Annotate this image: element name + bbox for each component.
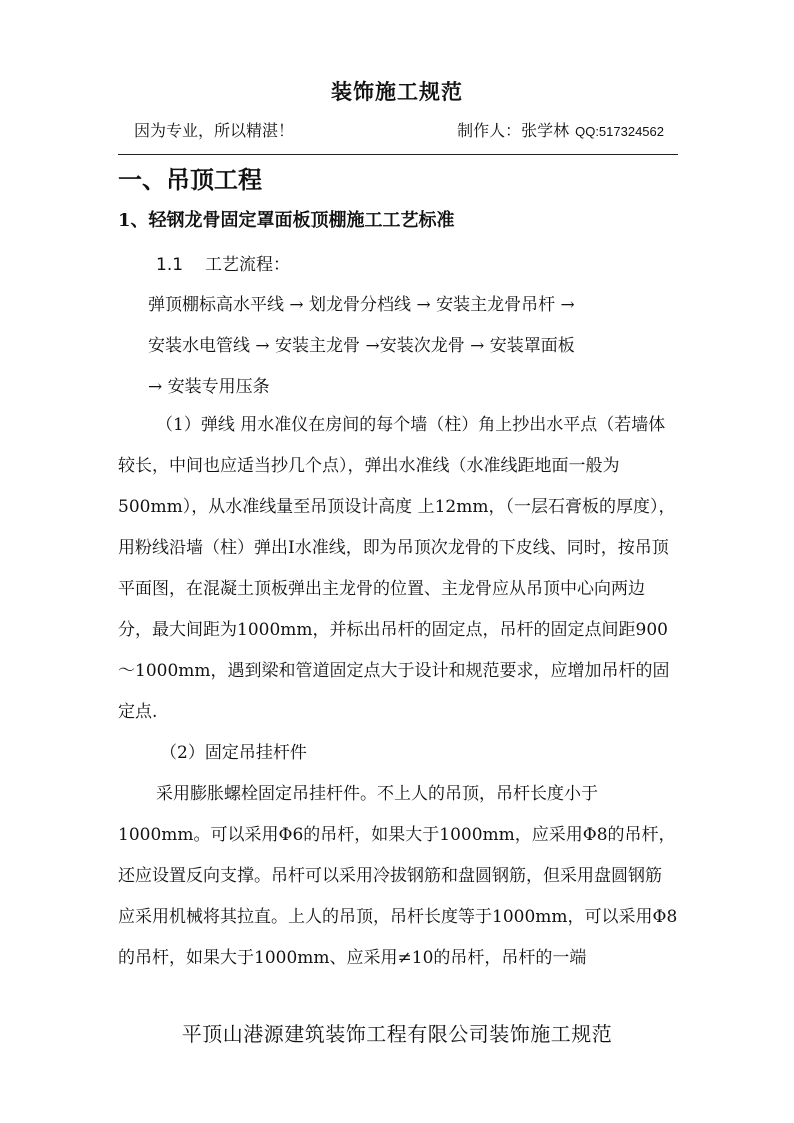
page-footer: 平顶山港源建筑装饰工程有限公司装饰施工规范 [181, 1022, 613, 1046]
header-author: 制作人：张学林 [457, 121, 570, 140]
process-flow-line-3: → 安装专用压条 [148, 377, 270, 397]
paragraph-fix-hangers-body: 采用膨胀螺栓固定吊挂杆件。不上人的吊顶，吊杆长度小于1000mm。可以采用Φ6的吊杆，如果大于1000mm，应采用Φ8的吊杆，还应设置反向支撑。吊杆可以采用冷拔钢筋和盘圆钢筋，但采用盘圆钢筋应采用机械将其拉直。上人的吊顶，吊杆长度等于1000mm，可以采用Φ8的吊杆，如果大于1000mm、应采用≠10的吊杆，吊杆的一端 [118, 784, 678, 968]
header-motto: 因为专业，所以精湛！ [134, 121, 295, 140]
section-heading: 1、轻钢龙骨固定罩面板顶棚施工工艺标准 [118, 210, 455, 231]
process-flow-line-1: 弹顶棚标高水平线 → 划龙骨分档线 → 安装主龙骨吊杆 → [148, 295, 575, 315]
chapter-heading: 一、吊顶工程 [118, 165, 262, 194]
subsection-label: 工艺流程： [205, 255, 291, 275]
document-header [118, 118, 678, 142]
paragraph-snap-line: （1）弹线 用水准仪在房间的每个墙（柱）角上抄出水平点（若墙体较长，中间也应适当抄几个点），弹出水准线（水准线距地面一般为500mm），从水准线量至吊顶设计高度 上12mm，（一层石膏板的厚度），用粉线沿墙（柱）弹出I水准线，即为吊顶次龙骨的下皮线、同时，按吊顶平面图，在混凝土顶板弹出主龙骨的位置、主龙骨应从吊顶中心向两边分，最大间距为1000mm，并标出吊杆的固定点，吊杆的固定点间距900～1000mm，遇到梁和管道固定点大于设计和规范要求，应增加吊杆的固定点. [118, 415, 676, 722]
subsection-number: 1.1 [156, 255, 184, 275]
document-title: 装饰施工规范 [331, 79, 463, 104]
paragraph-fix-hangers-heading: （2）固定吊挂杆件 [160, 743, 307, 763]
process-flow-line-2: 安装水电管线 → 安装主龙骨 →安装次龙骨 → 安装罩面板 [148, 336, 575, 356]
header-qq: QQ:517324562 [575, 124, 664, 139]
header-author-block [457, 118, 664, 141]
subsection-heading [156, 250, 290, 275]
header-divider [118, 154, 678, 155]
